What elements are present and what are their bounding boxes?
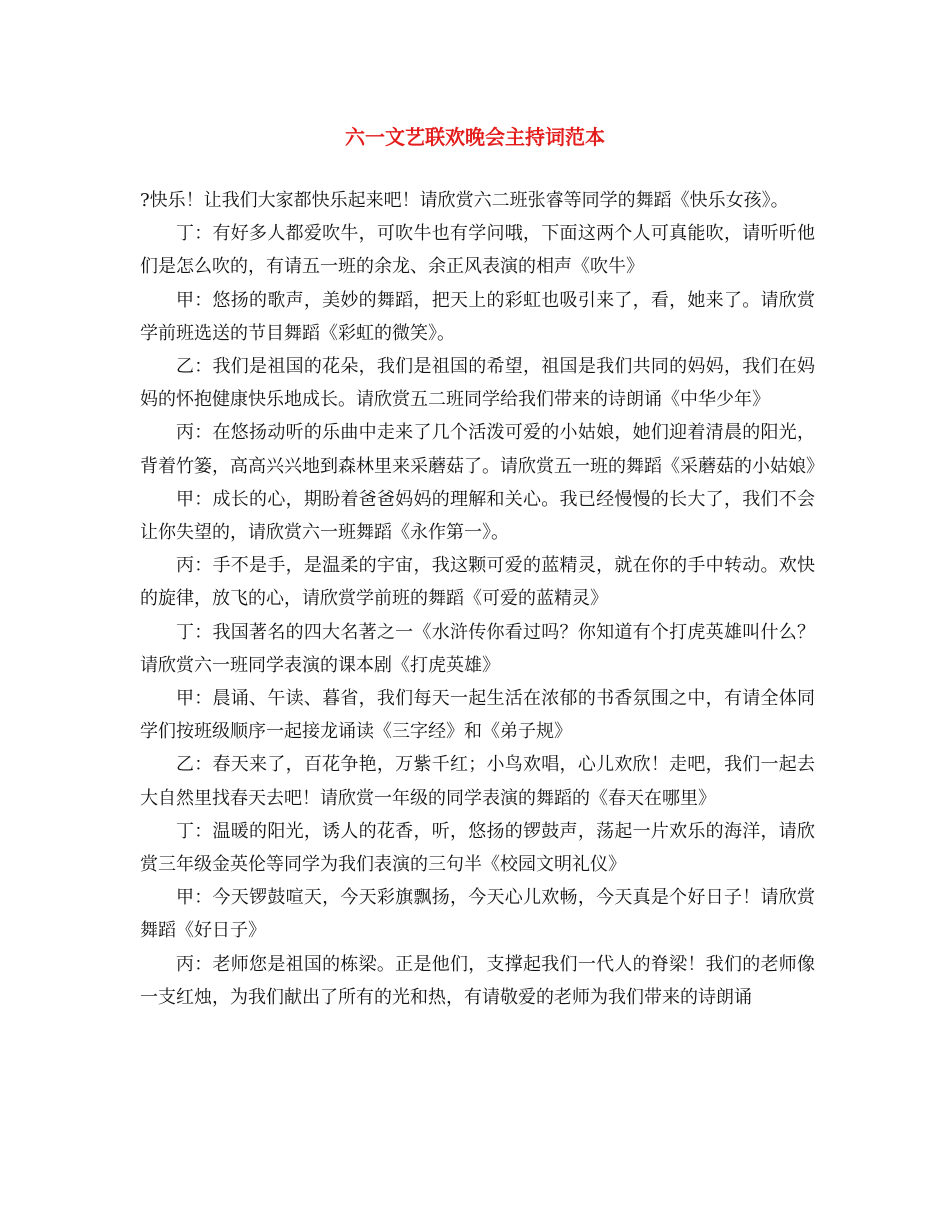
- paragraph: 丁：温暖的阳光，诱人的花香，听，悠扬的锣鼓声，荡起一片欢乐的海洋，请欣赏三年级金英伦等同学为我们表演的三句半《校园文明礼仪》: [140, 820, 815, 876]
- paragraph: 丙：手不是手，是温柔的宇宙，我这颗可爱的蓝精灵，就在你的手中转动。欢快的旋律，放飞的心，请欣赏学前班的舞蹈《可爱的蓝精灵》: [140, 555, 815, 610]
- paragraph: 丙：老师您是祖国的栋梁。正是他们，支撑起我们一代人的脊梁！我们的老师像一支红烛，为我们献出了所有的光和热，有请敬爱的老师为我们带来的诗朗诵: [140, 953, 815, 1008]
- paragraph: 甲：今天锣鼓喧天，今天彩旗飘扬，今天心儿欢畅，今天真是个好日子！请欣赏舞蹈《好日子》: [140, 887, 815, 942]
- paragraph: 丁：我国著名的四大名著之一《水浒传你看过吗？你知道有个打虎英雄叫什么？请欣赏六一班同学表演的课本剧《打虎英雄》: [140, 621, 815, 676]
- paragraph: 甲：成长的心，期盼着爸爸妈妈的理解和关心。我已经慢慢的长大了，我们不会让你失望的，请欣赏六一班舞蹈《永作第一》。: [140, 488, 815, 544]
- document-title: 六一文艺联欢晚会主持词范本: [345, 125, 605, 149]
- paragraph: 甲：晨诵、午读、暮省，我们每天一起生活在浓郁的书香氛围之中，有请全体同学们按班级顺序一起接龙诵读《三字经》和《弟子规》: [140, 688, 815, 743]
- paragraph: 乙：我们是祖国的花朵，我们是祖国的希望，祖国是我们共同的妈妈，我们在妈妈的怀抱健康快乐地成长。请欣赏五二班同学给我们带来的诗朗诵《中华少年》: [140, 356, 815, 411]
- paragraph: 乙：春天来了，百花争艳，万紫千红；小鸟欢唱，心儿欢欣！走吧，我们一起去大自然里找春天去吧！请欣赏一年级的同学表演的舞蹈的《春天在哪里》: [140, 754, 815, 809]
- paragraph: ?快乐！让我们大家都快乐起来吧！请欣赏六二班张睿等同学的舞蹈《快乐女孩》。: [140, 190, 789, 211]
- paragraph: 丙：在悠扬动听的乐曲中走来了几个活泼可爱的小姑娘，她们迎着清晨的阳光，背着竹篓，高高兴兴地到森林里来采蘑菇了。请欣赏五一班的舞蹈《采蘑菇的小姑娘》: [140, 422, 824, 477]
- document-body: [140, 184, 824, 1014]
- paragraph: 甲：悠扬的歌声，美妙的舞蹈，把天上的彩虹也吸引来了，看，她来了。请欣赏学前班选送的节目舞蹈《彩虹的微笑》。: [140, 289, 815, 344]
- paragraph: 丁：有好多人都爱吹牛，可吹牛也有学问哦，下面这两个人可真能吹，请听听他们是怎么吹的，有请五一班的余龙、余正风表演的相声《吹牛》: [140, 223, 815, 278]
